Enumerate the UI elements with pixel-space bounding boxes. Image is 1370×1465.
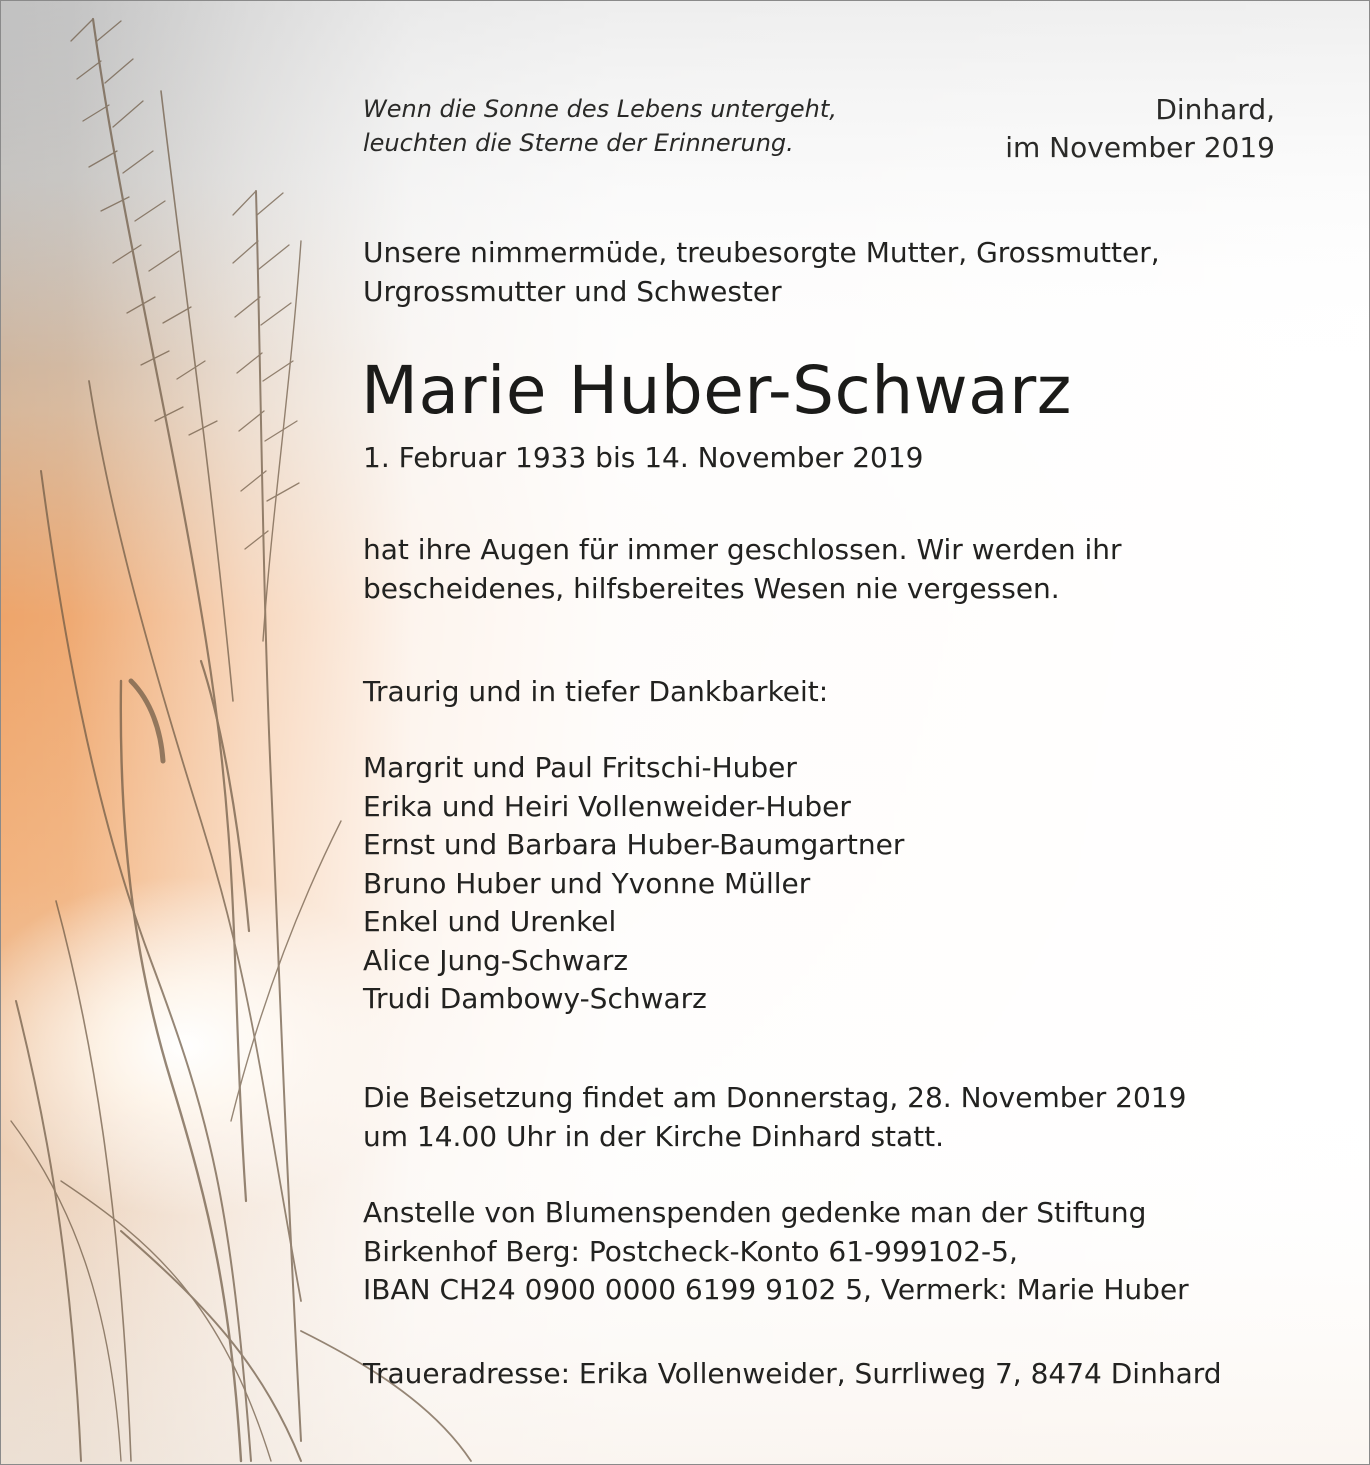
intro-line: Unsere nimmermüde, treubesorgte Mutter, Grossmutter,	[363, 236, 1160, 269]
memorial-quote-line: leuchten die Sterne der Erinnerung.	[363, 129, 794, 157]
closing-line: hat ihre Augen für immer geschlossen. Wir werden ihr	[363, 533, 1122, 566]
intro-line: Urgrossmutter und Schwester	[363, 274, 782, 308]
mourner-entry: Erika und Heiri Vollenweider-Huber	[363, 789, 851, 823]
memorial-quote-line: Wenn die Sonne des Lebens untergeht,	[363, 95, 837, 123]
mourner-entry: Ernst und Barbara Huber-Baumgartner	[363, 828, 905, 861]
mourner-entry: Margrit und Paul Fritschi-Huber	[363, 751, 797, 784]
funeral-notice	[363, 1079, 1186, 1156]
memorial-quote	[363, 92, 837, 160]
mourner-entry: Enkel und Urenkel	[363, 905, 617, 938]
intro-text	[363, 234, 1160, 311]
life-dates: 1. Februar 1933 bis 14. November 2019	[363, 441, 924, 474]
deceased-name: Marie Huber-Schwarz	[361, 352, 1072, 429]
closing-text	[363, 531, 1122, 608]
funeral-line: um 14.00 Uhr in der Kirche Dinhard statt.	[363, 1119, 945, 1153]
date-line: im November 2019	[1005, 131, 1275, 164]
mourner-entry: Bruno Huber und Yvonne Müller	[363, 866, 811, 900]
donation-line: IBAN CH24 0900 0000 6199 9102 5, Vermerk: Marie Huber	[363, 1273, 1189, 1306]
mourner-entry: Trudi Dambowy-Schwarz	[363, 982, 707, 1015]
closing-line: bescheidenes, hilfsbereites Wesen nie vergessen.	[363, 571, 1060, 605]
funeral-line: Die Beisetzung findet am Donnerstag, 28. November 2019	[363, 1081, 1187, 1114]
donation-notice	[363, 1194, 1189, 1310]
mourners-list	[363, 749, 904, 1019]
donation-line: Anstelle von Blumenspenden gedenke man der Stiftung	[363, 1196, 1147, 1229]
donation-line: Birkenhof Berg: Postcheck-Konto 61-999102-5,	[363, 1234, 1018, 1268]
place-and-date	[1005, 91, 1275, 167]
mourner-entry: Alice Jung-Schwarz	[363, 943, 629, 977]
mourning-address: Traueradresse: Erika Vollenweider, Surrliweg 7, 8474 Dinhard	[363, 1357, 1222, 1390]
mourning-heading: Traurig und in tiefer Dankbarkeit:	[363, 675, 829, 708]
place-line: Dinhard,	[1155, 93, 1275, 126]
